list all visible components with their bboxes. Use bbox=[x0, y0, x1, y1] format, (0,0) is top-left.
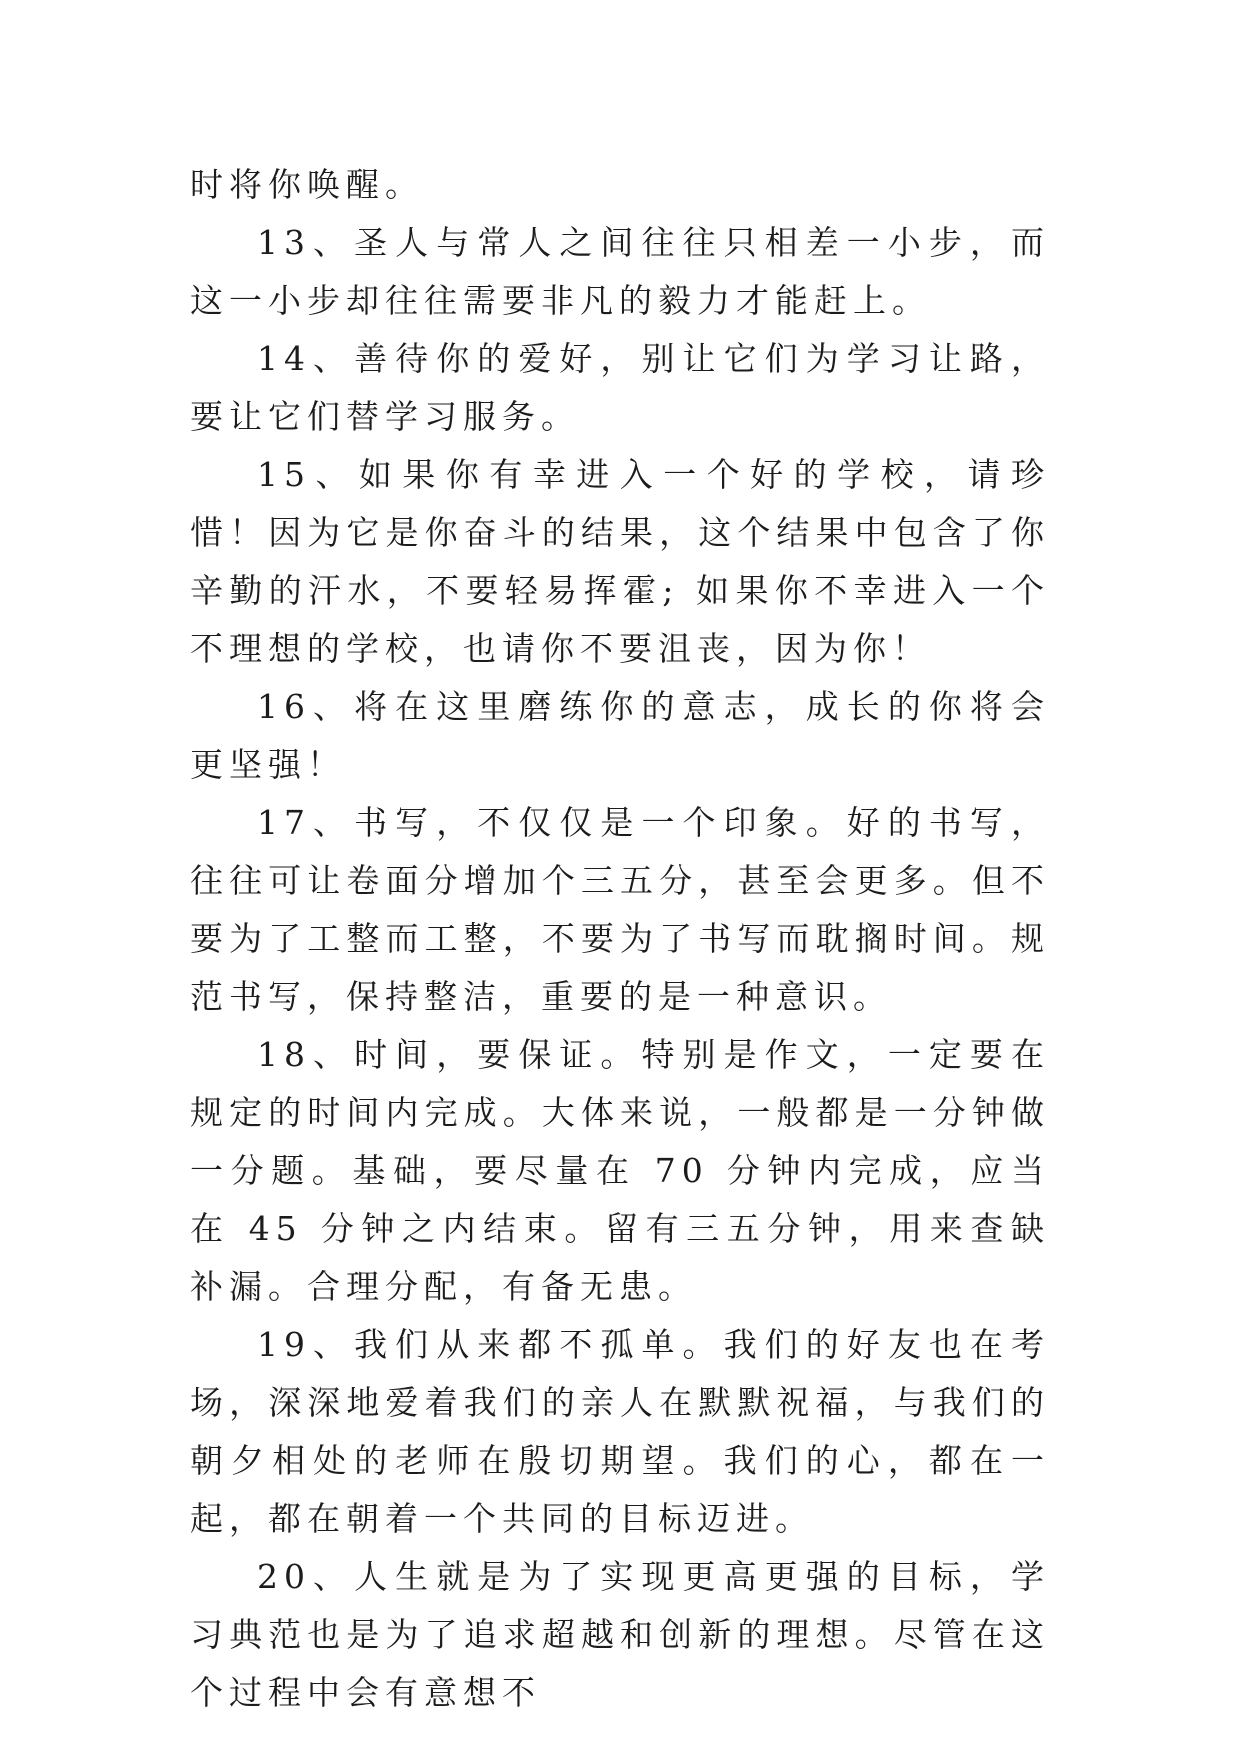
paragraph-13: 13、圣人与常人之间往往只相差一小步，而这一小步却往往需要非凡的毅力才能赶上。 bbox=[190, 223, 1050, 320]
paragraph-20: 20、人生就是为了实现更高更强的目标，学习典范也是为了追求超越和创新的理想。尽管在这个过程中会有意想不 bbox=[190, 1557, 1050, 1712]
paragraph-18: 18、时间，要保证。特别是作文，一定要在规定的时间内完成。大体来说，一般都是一分钟做一分题。基础，要尽量在 70 分钟内完成，应当在 45 分钟之内结束。留有三五分钟，用来查缺补漏。合理分配，有备无患。 bbox=[190, 1035, 1050, 1306]
paragraph-14: 14、善待你的爱好，别让它们为学习让路，要让它们替学习服务。 bbox=[190, 339, 1050, 436]
paragraph-19: 19、我们从来都不孤单。我们的好友也在考场，深深地爱着我们的亲人在默默祝福，与我们的朝夕相处的老师在殷切期望。我们的心，都在一起，都在朝着一个共同的目标迈进。 bbox=[190, 1325, 1050, 1538]
paragraph-17: 17、书写，不仅仅是一个印象。好的书写，往往可让卷面分增加个三五分，甚至会更多。但不要为了工整而工整，不要为了书写而耽搁时间。规范书写，保持整洁，重要的是一种意识。 bbox=[190, 803, 1050, 1016]
paragraph-15: 15、如果你有幸进入一个好的学校，请珍惜！因为它是你奋斗的结果，这个结果中包含了你辛勤的汗水，不要轻易挥霍; 如果你不幸进入一个不理想的学校，也请你不要沮丧，因为你！ bbox=[190, 455, 1050, 668]
document-body bbox=[190, 156, 1050, 1722]
paragraph-16: 16、将在这里磨练你的意志，成长的你将会更坚强！ bbox=[190, 687, 1050, 784]
paragraph-continuation: 时将你唤醒。 bbox=[190, 165, 424, 204]
